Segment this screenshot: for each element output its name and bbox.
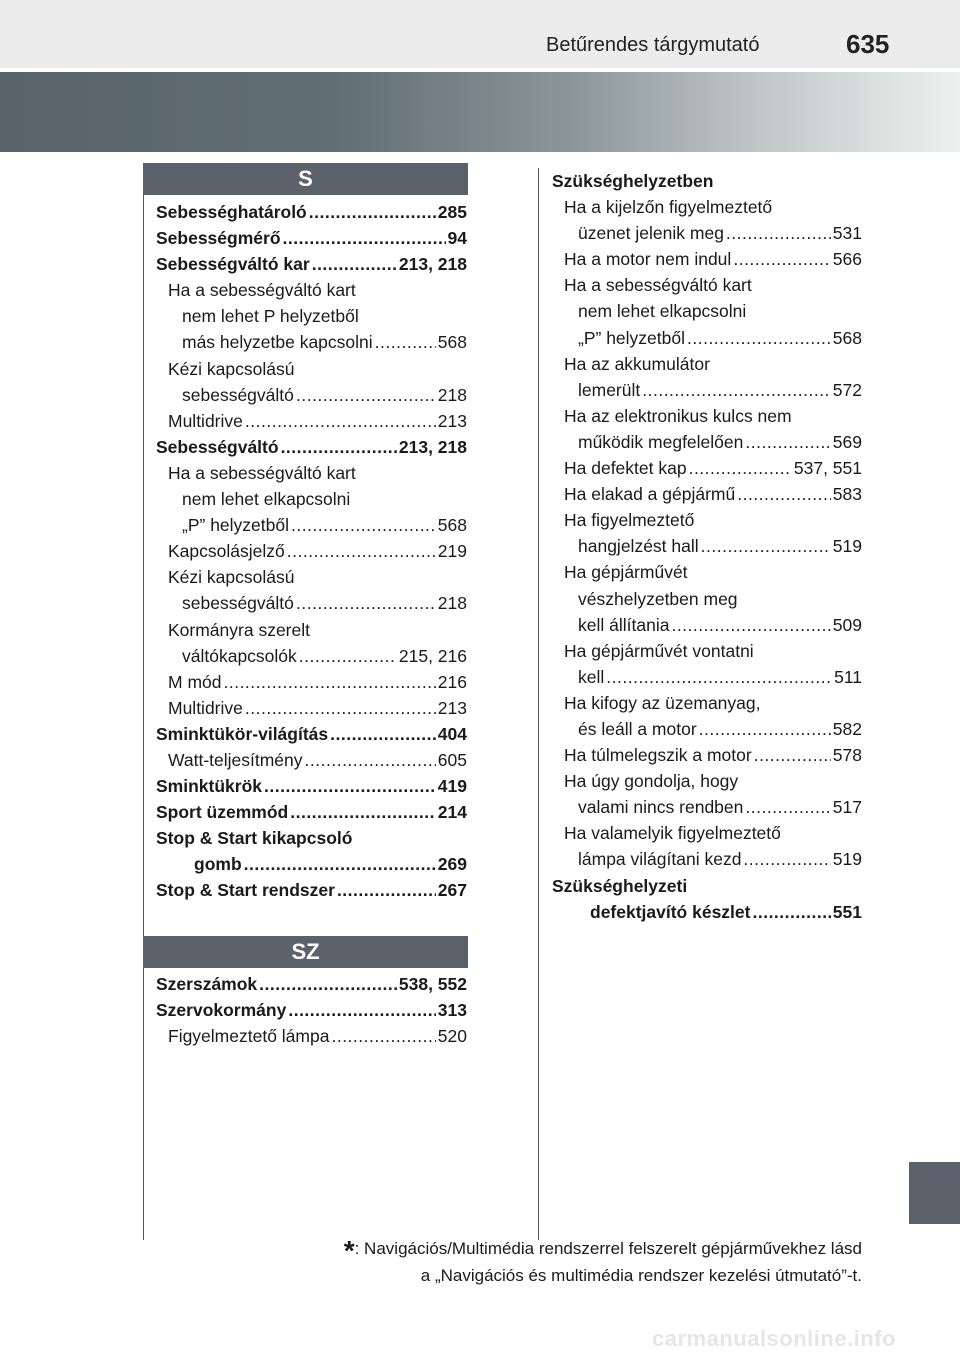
index-entry-term: nem lehet elkapcsolni bbox=[182, 489, 351, 510]
index-entry-term: Sminktükör-világítás bbox=[156, 723, 329, 744]
index-entry bbox=[552, 873, 862, 899]
index-entry bbox=[552, 168, 862, 194]
index-entry bbox=[552, 533, 862, 559]
index-entry bbox=[552, 507, 862, 533]
index-entry bbox=[156, 251, 467, 277]
index-entry-term: Ha az elektronikus kulcs nem bbox=[564, 405, 792, 426]
index-entry-page-ref[interactable]: 531 bbox=[832, 223, 862, 244]
index-entry bbox=[156, 486, 467, 512]
dot-leader bbox=[291, 512, 436, 538]
index-entry bbox=[156, 408, 467, 434]
index-entry-term: Ha túlmelegszik a motor bbox=[564, 745, 752, 766]
index-entry bbox=[156, 434, 467, 460]
index-entry bbox=[552, 690, 862, 716]
running-header-title: Betűrendes tárgymutató bbox=[546, 34, 760, 56]
index-entry-term: defektjavító készlet bbox=[590, 901, 751, 922]
dot-leader bbox=[337, 877, 436, 903]
index-entry-term: kell bbox=[578, 666, 605, 687]
index-entry-page-ref[interactable]: 582 bbox=[832, 718, 862, 739]
index-entry-page-ref[interactable]: 215, 216 bbox=[398, 645, 467, 666]
index-entry-term: sebességváltó bbox=[182, 384, 294, 405]
index-entry-page-ref[interactable]: 519 bbox=[832, 849, 862, 870]
index-entry-term: Watt-teljesítmény bbox=[168, 749, 303, 770]
index-entry bbox=[552, 455, 862, 481]
index-entry-term: működik megfelelően bbox=[578, 431, 744, 452]
dot-leader bbox=[245, 408, 436, 434]
index-entry bbox=[156, 277, 467, 303]
footnote-line-2: a „Navigációs és multimédia rendszer kezelési útmutató”-t. bbox=[420, 1266, 862, 1285]
left-column-rule bbox=[143, 194, 144, 1240]
header-bar bbox=[0, 0, 960, 68]
dot-leader bbox=[699, 716, 831, 742]
index-entry-term: hangjelzést hall bbox=[578, 536, 699, 557]
index-entry-page-ref[interactable]: 213, 218 bbox=[398, 254, 467, 275]
index-entry bbox=[552, 429, 862, 455]
dot-leader bbox=[671, 612, 830, 638]
index-entry-term: Sport üzemmód bbox=[156, 802, 289, 823]
index-entry bbox=[156, 971, 467, 997]
index-entry bbox=[552, 820, 862, 846]
index-entry-page-ref[interactable]: 216 bbox=[437, 671, 467, 692]
index-entry-term: nem lehet elkapcsolni bbox=[578, 301, 747, 322]
index-entry-term: M mód bbox=[168, 671, 222, 692]
index-entry-page-ref[interactable]: 520 bbox=[437, 1026, 467, 1047]
middle-column-rule bbox=[538, 168, 539, 1240]
index-entry-page-ref[interactable]: 538, 552 bbox=[398, 974, 467, 994]
index-entry bbox=[552, 794, 862, 820]
index-entry-term: Sebességváltó bbox=[156, 436, 279, 457]
index-entry-term: gomb bbox=[194, 854, 242, 875]
index-entry bbox=[156, 773, 467, 799]
index-entry-term: Ha a sebességváltó kart bbox=[168, 462, 356, 483]
index-entry-page-ref[interactable]: 218 bbox=[437, 593, 467, 614]
page-number: 635 bbox=[846, 29, 890, 59]
index-entry bbox=[156, 512, 467, 538]
dot-leader bbox=[330, 721, 436, 747]
index-entry-page-ref[interactable]: 213, 218 bbox=[398, 436, 467, 457]
index-entry bbox=[552, 220, 862, 246]
index-entry-term: Ha a kijelzőn figyelmeztető bbox=[564, 197, 773, 218]
index-entry-term: kell állítania bbox=[578, 614, 670, 635]
index-entry bbox=[156, 1023, 467, 1049]
index-entry bbox=[552, 716, 862, 742]
index-entry-term: Sminktükrök bbox=[156, 776, 262, 797]
index-entry-page-ref[interactable]: 404 bbox=[437, 723, 467, 744]
index-entry-page-ref[interactable]: 419 bbox=[437, 776, 467, 797]
dot-leader bbox=[312, 251, 397, 277]
index-entry-term: Ha figyelmeztető bbox=[564, 510, 695, 531]
index-entry-term: üzenet jelenik meg bbox=[578, 223, 724, 244]
index-entry-term: Szükséghelyzeti bbox=[552, 875, 688, 896]
index-entry-term: lámpa világítani kezd bbox=[578, 849, 742, 870]
index-entry-term: valami nincs rendben bbox=[578, 797, 744, 818]
index-entry-term: vészhelyzetben meg bbox=[578, 588, 738, 609]
index-entry-term: Multidrive bbox=[168, 410, 243, 431]
index-entry-page-ref[interactable]: 218 bbox=[437, 384, 467, 405]
index-entry bbox=[552, 246, 862, 272]
index-entry-term: Sebességmérő bbox=[156, 228, 281, 249]
dot-leader bbox=[745, 794, 830, 820]
index-entry bbox=[156, 851, 467, 877]
section-sz-entries bbox=[156, 971, 467, 1049]
dot-leader bbox=[283, 225, 446, 251]
index-entry bbox=[156, 356, 467, 382]
index-entry-term: Kapcsolásjelző bbox=[168, 541, 285, 562]
dot-leader bbox=[726, 220, 831, 246]
index-entry-page-ref[interactable]: 94 bbox=[447, 228, 467, 249]
index-entry bbox=[552, 586, 862, 612]
index-entry-term: Ha az akkumulátor bbox=[564, 353, 710, 374]
index-entry-term: Ha elakad a gépjármű bbox=[564, 484, 736, 505]
index-entry bbox=[156, 564, 467, 590]
index-entry bbox=[156, 997, 467, 1023]
dot-leader bbox=[288, 997, 435, 1023]
index-entry bbox=[552, 768, 862, 794]
index-entry bbox=[552, 325, 862, 351]
index-entry-term: „P” helyzetből bbox=[578, 327, 685, 348]
index-entry bbox=[552, 899, 862, 925]
index-entry-page-ref[interactable]: 583 bbox=[832, 484, 862, 505]
index-entry bbox=[552, 377, 862, 403]
index-entry bbox=[156, 643, 467, 669]
index-entry bbox=[156, 303, 467, 329]
dot-leader bbox=[689, 455, 792, 481]
index-entry-term: Multidrive bbox=[168, 697, 243, 718]
index-entry bbox=[156, 617, 467, 643]
index-entry-page-ref[interactable]: 568 bbox=[832, 327, 862, 348]
dot-leader bbox=[287, 538, 436, 564]
index-entry bbox=[552, 351, 862, 377]
index-entry-term: Ha gépjárművét vontatni bbox=[564, 640, 754, 661]
index-entry bbox=[552, 638, 862, 664]
index-entry-term: Ha valamelyik figyelmeztető bbox=[564, 823, 781, 844]
index-entry bbox=[156, 225, 467, 251]
index-entry-term: Figyelmeztető lámpa bbox=[168, 1026, 330, 1047]
index-entry-term: Ha kifogy az üzemanyag, bbox=[564, 692, 761, 713]
index-entry-page-ref[interactable]: 568 bbox=[437, 332, 467, 353]
dot-leader bbox=[309, 199, 436, 225]
index-entry-page-ref[interactable]: 313 bbox=[437, 1000, 467, 1021]
dot-leader bbox=[299, 643, 397, 669]
index-entry-term: lemerült bbox=[578, 379, 641, 400]
index-entry bbox=[552, 298, 862, 324]
index-entry bbox=[156, 695, 467, 721]
index-entry-term: és leáll a motor bbox=[578, 718, 697, 739]
dot-leader bbox=[296, 382, 436, 408]
section-header-sz: SZ bbox=[143, 936, 468, 968]
dot-leader bbox=[745, 429, 830, 455]
side-index-tab[interactable] bbox=[909, 1162, 960, 1224]
index-entry-term: Ha gépjárművét bbox=[564, 562, 688, 583]
index-entry bbox=[156, 799, 467, 825]
dot-leader bbox=[281, 434, 397, 460]
dot-leader bbox=[245, 695, 436, 721]
index-entry-page-ref[interactable]: 214 bbox=[437, 802, 467, 823]
index-entry-term: Szükséghelyzetben bbox=[552, 171, 714, 191]
index-entry-term: Ha a sebességváltó kart bbox=[168, 280, 356, 301]
index-entry-page-ref[interactable]: 578 bbox=[832, 745, 862, 766]
index-entry-term: Ha úgy gondolja, hogy bbox=[564, 771, 739, 792]
index-entry-term: Stop & Start rendszer bbox=[156, 880, 335, 901]
dot-leader bbox=[305, 747, 436, 773]
index-entry-page-ref[interactable]: 605 bbox=[437, 749, 467, 770]
watermark-text: carmanualsonline.info bbox=[652, 1326, 896, 1351]
dot-leader bbox=[606, 664, 832, 690]
dot-leader bbox=[296, 590, 436, 616]
index-entry bbox=[552, 194, 862, 220]
index-entry-term: Sebességváltó kar bbox=[156, 254, 310, 275]
index-entry bbox=[156, 199, 467, 225]
decorative-gradient-band bbox=[0, 72, 960, 152]
dot-leader bbox=[331, 1023, 435, 1049]
footnote-star: * bbox=[343, 1235, 355, 1266]
index-entry-term: Ha defektet kap bbox=[564, 458, 687, 479]
index-entry bbox=[156, 721, 467, 747]
index-entry-page-ref[interactable]: 569 bbox=[832, 431, 862, 452]
section-header-s: S bbox=[143, 163, 468, 195]
index-entry-page-ref[interactable]: 285 bbox=[437, 202, 467, 222]
index-entry-page-ref[interactable]: 568 bbox=[437, 515, 467, 536]
index-entry-term: Ha a sebességváltó kart bbox=[564, 275, 752, 296]
index-entry bbox=[156, 382, 467, 408]
dot-leader bbox=[743, 846, 830, 872]
index-entry-term: „P” helyzetből bbox=[182, 515, 289, 536]
index-entry bbox=[156, 590, 467, 616]
index-entry-page-ref[interactable]: 511 bbox=[834, 666, 862, 687]
footnote-line-1: : Navigációs/Multimédia rendszerrel felszerelt gépjárművekhez lásd bbox=[354, 1239, 862, 1258]
index-entry-term: Kézi kapcsolású bbox=[168, 567, 295, 588]
index-entry bbox=[156, 877, 467, 903]
index-entry bbox=[552, 846, 862, 872]
index-entry bbox=[552, 272, 862, 298]
index-entry-term: Stop & Start kikapcsoló bbox=[156, 828, 353, 849]
dot-leader bbox=[223, 669, 435, 695]
section-s-entries bbox=[156, 199, 467, 904]
index-entry-page-ref[interactable]: 519 bbox=[832, 536, 862, 557]
index-entry-page-ref[interactable]: 267 bbox=[437, 880, 467, 901]
index-entry-page-ref[interactable]: 213 bbox=[437, 697, 467, 718]
index-entry-page-ref[interactable]: 566 bbox=[832, 249, 862, 270]
dot-leader bbox=[259, 971, 397, 997]
index-entry-term: Sebességhatároló bbox=[156, 202, 307, 222]
index-entry bbox=[156, 538, 467, 564]
dot-leader bbox=[264, 773, 436, 799]
index-entry-term: Szervokormány bbox=[156, 1000, 287, 1021]
index-entry bbox=[552, 481, 862, 507]
index-entry bbox=[552, 664, 862, 690]
index-entry-term: Kormányra szerelt bbox=[168, 619, 310, 640]
dot-leader bbox=[290, 799, 436, 825]
dot-leader bbox=[737, 481, 831, 507]
dot-leader bbox=[752, 899, 830, 925]
index-entry bbox=[552, 742, 862, 768]
dot-leader bbox=[733, 246, 830, 272]
index-entry bbox=[552, 559, 862, 585]
index-entry-page-ref[interactable]: 551 bbox=[832, 901, 862, 922]
dot-leader bbox=[701, 533, 831, 559]
index-entry bbox=[156, 669, 467, 695]
index-entry-page-ref[interactable]: 537, 551 bbox=[793, 458, 862, 479]
index-entry-term: nem lehet P helyzetből bbox=[182, 306, 359, 327]
index-entry-term: Kézi kapcsolású bbox=[168, 358, 295, 379]
dot-leader bbox=[687, 325, 831, 351]
right-column-entries bbox=[552, 168, 862, 925]
index-entry bbox=[156, 460, 467, 486]
index-entry-page-ref[interactable]: 213 bbox=[437, 410, 467, 431]
dot-leader bbox=[244, 851, 436, 877]
index-entry-term: váltókapcsolók bbox=[182, 645, 297, 666]
index-entry bbox=[156, 329, 467, 355]
index-entry-page-ref[interactable]: 517 bbox=[832, 797, 862, 818]
index-entry-term: sebességváltó bbox=[182, 593, 294, 614]
index-entry-page-ref[interactable]: 219 bbox=[437, 541, 467, 562]
dot-leader bbox=[754, 742, 831, 768]
dot-leader bbox=[375, 329, 436, 355]
index-entry bbox=[552, 403, 862, 429]
index-entry-term: Szerszámok bbox=[156, 974, 258, 994]
index-entry bbox=[156, 825, 467, 851]
index-entry bbox=[156, 747, 467, 773]
index-entry-term: más helyzetbe kapcsolni bbox=[182, 332, 373, 353]
index-entry-page-ref[interactable]: 572 bbox=[832, 379, 862, 400]
footnote bbox=[270, 1236, 862, 1288]
index-entry-term: Ha a motor nem indul bbox=[564, 249, 732, 270]
index-entry-page-ref[interactable]: 509 bbox=[832, 614, 862, 635]
index-entry-page-ref[interactable]: 269 bbox=[437, 854, 467, 875]
index-entry bbox=[552, 612, 862, 638]
dot-leader bbox=[642, 377, 831, 403]
